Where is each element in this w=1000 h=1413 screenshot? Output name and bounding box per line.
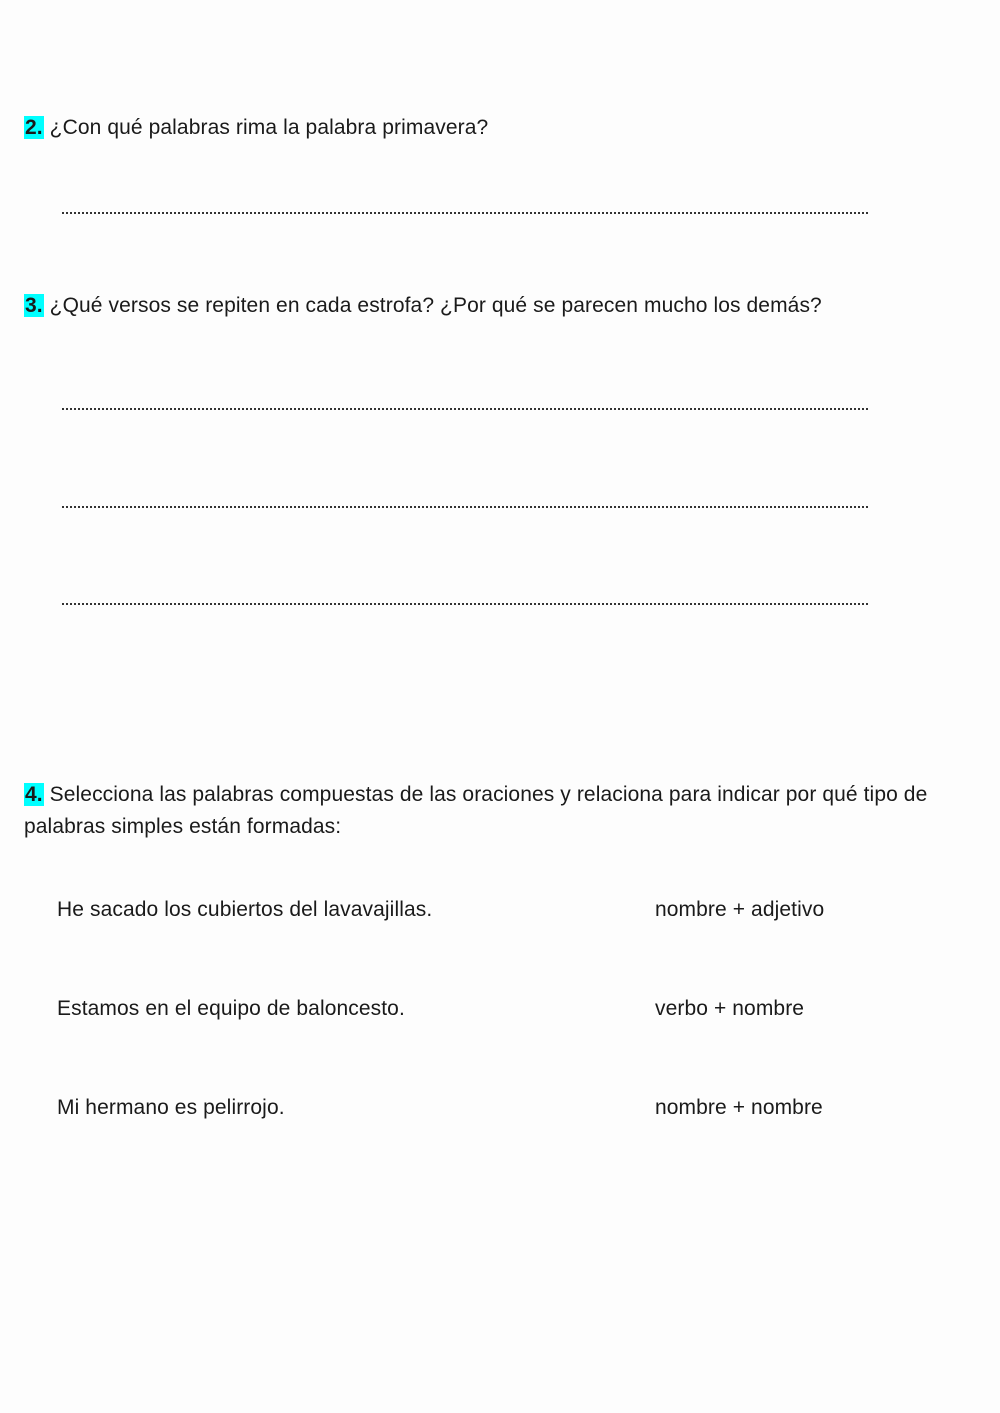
question-number-3: 3. — [25, 294, 43, 317]
question-text-4: Selecciona las palabras compuestas de las oraciones y relaciona para indicar por qué tipo de palabras simples están formadas: — [24, 783, 928, 838]
question-text-2: ¿Con qué palabras rima la palabra primavera? — [43, 116, 489, 139]
sentence-1[interactable]: He sacado los cubiertos del lavavajillas. — [57, 898, 433, 921]
question-3 — [24, 290, 984, 322]
sentence-2[interactable]: Estamos en el equipo de baloncesto. — [57, 997, 405, 1020]
option-2[interactable]: verbo + nombre — [655, 997, 805, 1020]
question-text-3: ¿Qué versos se repiten en cada estrofa? ¿Por qué se parecen mucho los demás? — [43, 294, 822, 317]
answer-line-q3-2[interactable] — [62, 506, 868, 508]
question-number-4: 4. — [25, 783, 43, 806]
sentence-3[interactable]: Mi hermano es pelirrojo. — [57, 1096, 285, 1119]
question-4 — [24, 779, 979, 843]
answer-line-q2[interactable] — [62, 212, 868, 214]
answer-line-q3-3[interactable] — [62, 603, 868, 605]
option-1[interactable]: nombre + adjetivo — [655, 898, 825, 921]
question-2 — [24, 112, 974, 144]
answer-line-q3-1[interactable] — [62, 408, 868, 410]
option-3[interactable]: nombre + nombre — [655, 1096, 823, 1119]
question-number-2: 2. — [25, 116, 43, 139]
